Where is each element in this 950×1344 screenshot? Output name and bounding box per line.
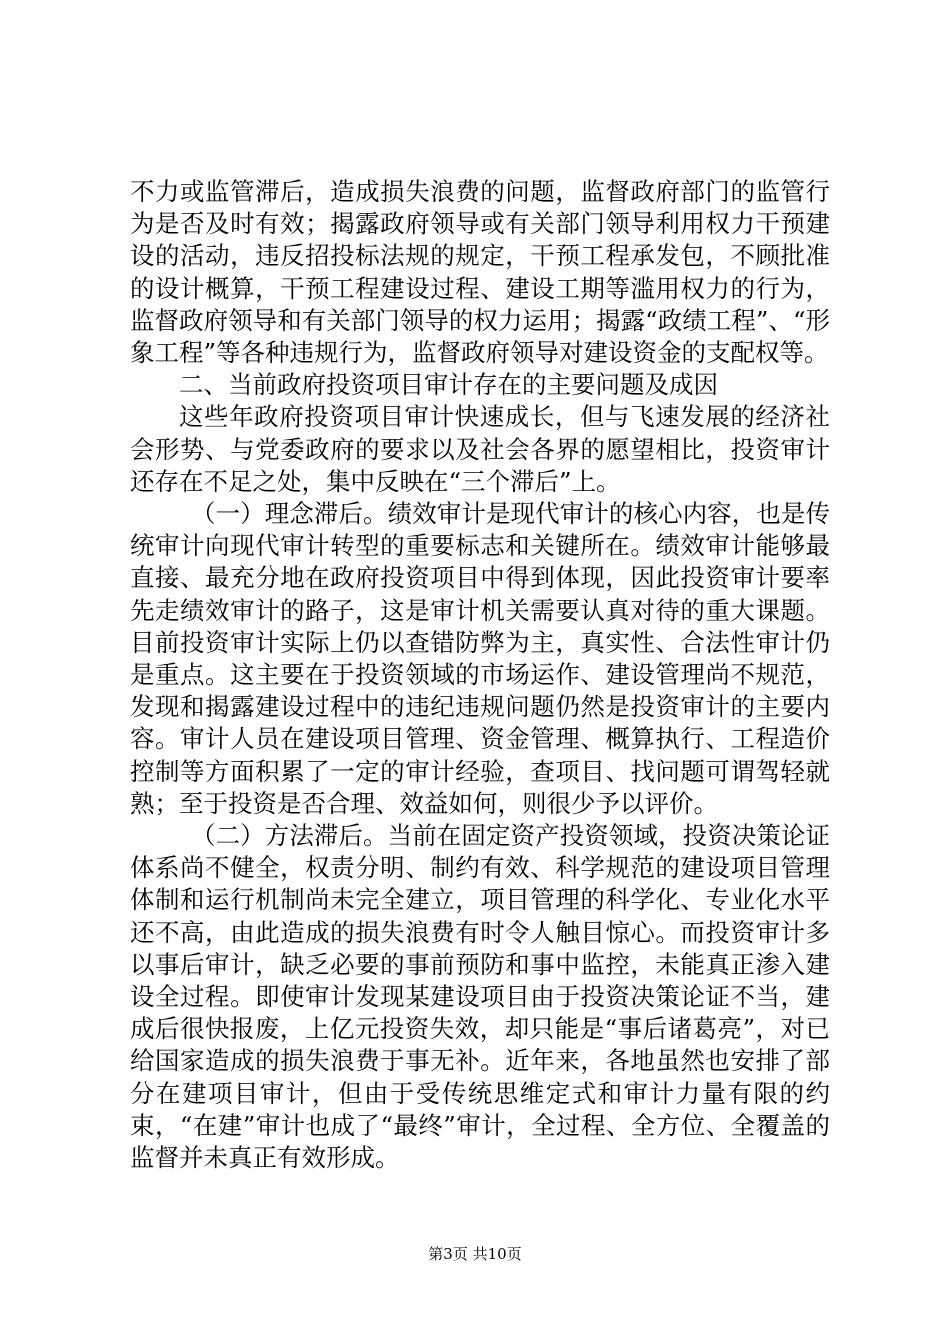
- document-body: [130, 176, 830, 1174]
- section-heading: 二、当前政府投资项目审计存在的主要问题及成因: [179, 370, 718, 400]
- paragraph-concept-lag: （一）理念滞后。绩效审计是现代审计的核心内容，也是传统审计向现代审计转型的重要标志和关键所在。绩效审计能够最直接、最充分地在政府投资项目中得到体现，因此投资审计要率先走绩效审计的路子，这是审计机关需要认真对待的重大课题。目前投资审计实际上仍以查错防弊为主，真实性、合法性审计仍是重点。这主要在于投资领域的市场运作、建设管理尚不规范，发现和揭露建设过程中的违纪违规问题仍然是投资审计的主要内容。审计人员在建设项目管理、资金管理、概算执行、工程造价控制等方面积累了一定的审计经验，查项目、找问题可谓驾轻就熟；至于投资是否合理、效益如何，则很少予以评价。: [130, 499, 830, 818]
- paragraph-continuation: 不力或监管滞后，造成损失浪费的问题，监督政府部门的监管行为是否及时有效；揭露政府领导或有关部门领导利用权力干预建设的活动，违反招投标法规的规定，干预工程承发包，不顾批准的设计概算，干预工程建设过程、建设工期等滥用权力的行为，监督政府领导和有关部门领导的权力运用；揭露“政绩工程”、“形象工程”等各种违规行为，监督政府领导对建设资金的支配权等。: [130, 177, 830, 368]
- paragraph-intro: 这些年政府投资项目审计快速成长，但与飞速发展的经济社会形势、与党委政府的要求以及社会各界的愿望相比，投资审计还存在不足之处，集中反映在“三个滞后”上。: [130, 402, 830, 496]
- page-footer: [0, 1244, 950, 1264]
- page-number: 第3页 共10页: [428, 1245, 522, 1263]
- paragraph-method-lag: （二）方法滞后。当前在固定资产投资领域，投资决策论证体系尚不健全，权责分明、制约有效、科学规范的建设项目管理体制和运行机制尚未完全建立，项目管理的科学化、专业化水平还不高，由此造成的损失浪费有时令人触目惊心。而投资审计多以事后审计，缺乏必要的事前预防和事中监控，未能真正渗入建设全过程。即使审计发现某建设项目由于投资决策论证不当，建成后很快报废，上亿元投资失效，却只能是“事后诸葛亮”，对已给国家造成的损失浪费于事无补。近年来，各地虽然也安排了部分在建项目审计，但由于受传统思维定式和审计力量有限的约束，“在建”审计也成了“最终”审计，全过程、全方位、全覆盖的监督并未真正有效形成。: [130, 821, 830, 1173]
